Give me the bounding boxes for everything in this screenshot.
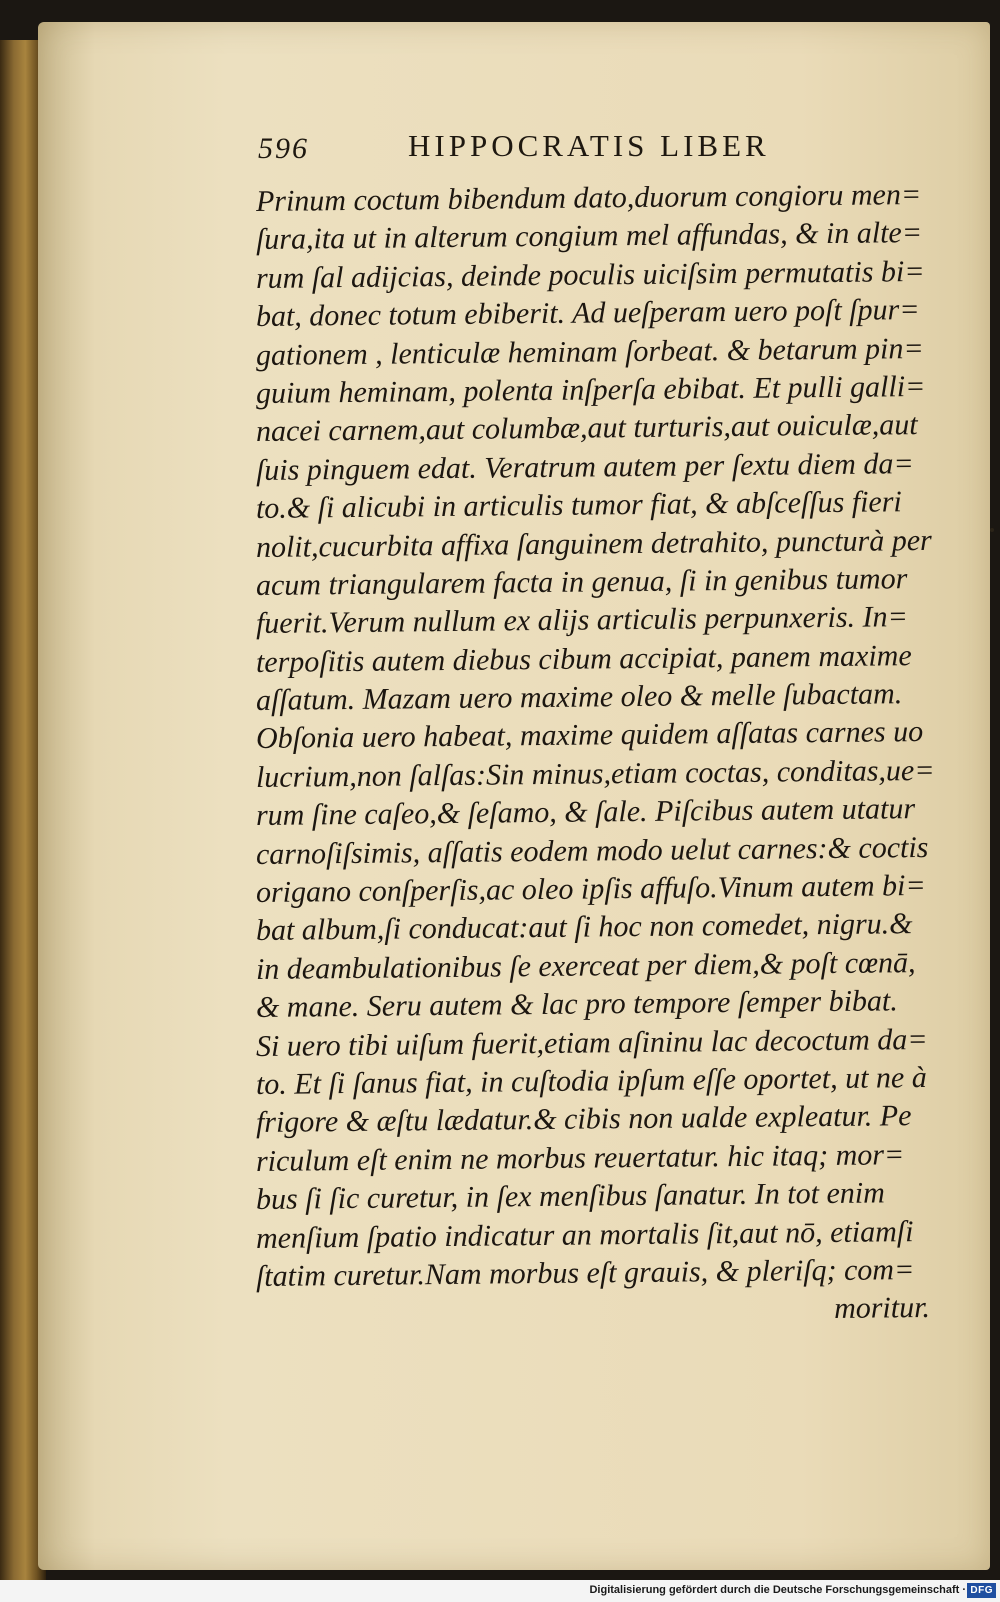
text-line: to. Et ſi ſanus fiat, in cuſtodia ipſum eſſe oportet, ut ne à	[255, 1060, 927, 1101]
text-line: terpoſitis autem diebus cibum accipiat, panem maxime	[255, 638, 912, 679]
page-header	[258, 128, 818, 168]
running-head: HIPPOCRATIS LIBER	[408, 128, 770, 163]
text-line: nolit,cucurbita affixa ſanguinem detrahito, puncturà per	[255, 523, 932, 564]
text-line: nacei carnem,aut columbæ,aut turturis,aut ouiculæ,aut	[255, 408, 918, 449]
text-line: guium heminam, polenta inſperſa ebibat. Et pulli galli=	[255, 369, 926, 410]
dfg-logo: DFG	[967, 1583, 996, 1598]
digitization-credit: Digitalisierung gefördert durch die Deutsche Forschungsgemeinschaft ·	[589, 1584, 966, 1596]
text-line: acum triangularem facta in genua, ſi in genibus tumor	[255, 562, 908, 602]
text-line: fuerit.Verum nullum ex alijs articulis perpunxeris. In=	[255, 600, 908, 641]
text-line: to.& ſi alicubi in articulis tumor fiat, & abſceſſus fieri	[255, 485, 902, 526]
text-line: ſuis pinguem edat. Veratrum autem per ſextu diem da=	[255, 446, 914, 487]
text-line: bat, donec totum ebiberit. Ad ueſperam uero poſt ſpur=	[255, 293, 920, 334]
text-line: origano conſperſis,ac oleo ipſis affuſo.Vinum autem bi=	[255, 869, 926, 910]
text-line: Obſonia uero habeat, maxime quidem aſſatas carnes uo	[255, 715, 924, 756]
text-line: bus ſi ſic curetur, in ſex menſibus ſanatur. In tot enim	[255, 1176, 885, 1217]
text-line: rum ſine caſeo,& ſeſamo, & ſale. Piſcibus autem utatur	[255, 792, 916, 833]
body-text	[255, 178, 936, 1335]
text-line: ſura,ita ut in alterum congium mel affundas, & in alte=	[255, 216, 923, 257]
text-line: bat album,ſi conducat:aut ſi hoc non comedet, nigru.&	[255, 907, 913, 948]
text-line: frigore & æſtu lædatur.& cibis non ualde expleatur. Pe	[255, 1099, 912, 1140]
text-line: & mane. Seru autem & lac pro tempore ſemper bibat.	[255, 984, 898, 1025]
text-line-catchword: moritur.	[833, 1291, 931, 1326]
text-line: gationem , lenticulæ heminam ſorbeat. & betarum pin=	[255, 331, 924, 372]
text-line: carnoſiſsimis, aſſatis eodem modo uelut carnes:& coctis	[255, 830, 929, 871]
footer-bar	[0, 1580, 1000, 1602]
text-line: menſium ſpatio indicatur an mortalis ſit,aut nō, etiamſi	[255, 1214, 914, 1255]
text-line: lucrium,non ſalſas:Sin minus,etiam coctas, conditas,ue=	[255, 753, 935, 794]
page-number: 596	[258, 132, 309, 165]
text-line: ſtatim curetur.Nam morbus eſt grauis, & pleriſq; com=	[255, 1253, 915, 1293]
text-line: rum ſal adijcias, deinde poculis uiciſsim permutatis bi=	[255, 254, 925, 295]
text-line: aſſatum. Mazam uero maxime oleo & melle ſubactam.	[255, 677, 903, 718]
ink-spot	[990, 528, 994, 532]
text-line: riculum eſt enim ne morbus reuertatur. hic itaq; mor=	[255, 1137, 905, 1178]
text-line: Prinum coctum bibendum dato,duorum congioru men=	[255, 178, 922, 218]
text-line: in deambulationibus ſe exerceat per diem,& poſt cœnā,	[255, 945, 916, 986]
text-line: Si uero tibi uiſum fuerit,etiam aſininu lac decoctum da=	[255, 1022, 928, 1063]
